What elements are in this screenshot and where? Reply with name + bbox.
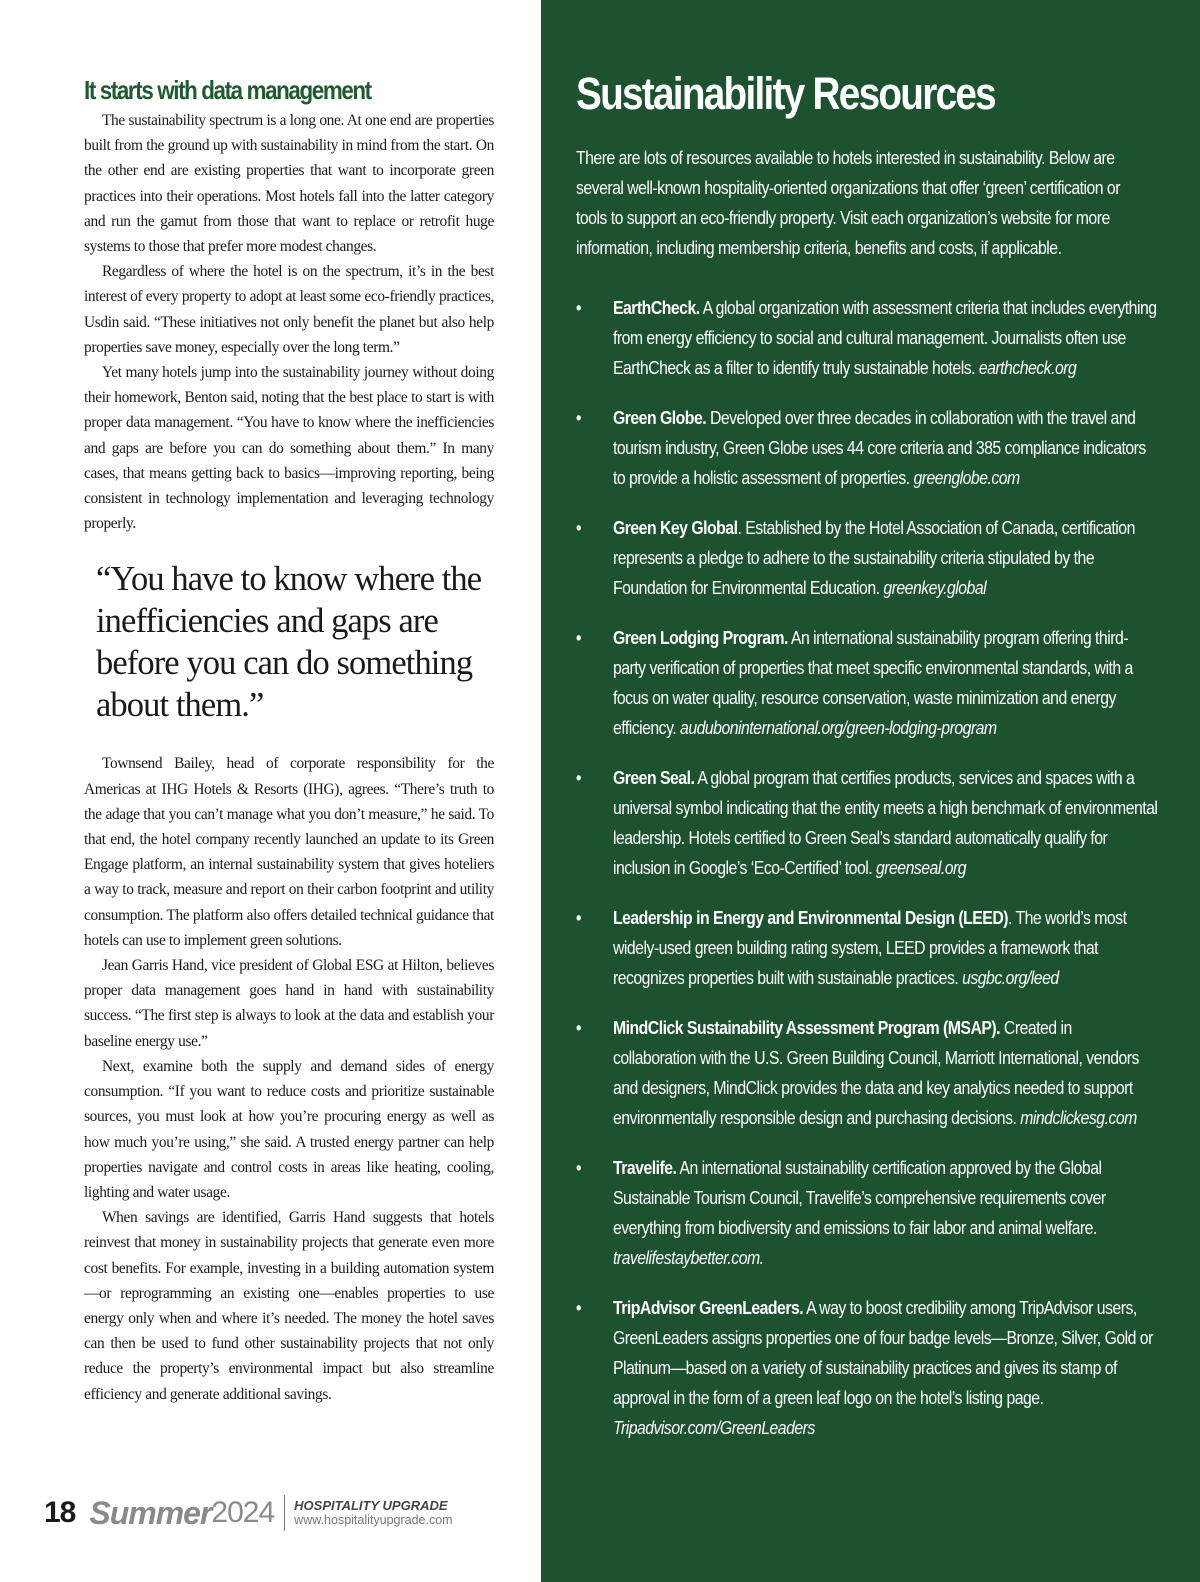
bullet-icon: • xyxy=(576,1158,581,1178)
resource-url[interactable]: greenglobe.com xyxy=(913,467,1020,488)
resource-url[interactable]: Tripadvisor.com/GreenLeaders xyxy=(612,1417,815,1438)
resource-name: Green Globe. xyxy=(612,407,707,428)
resource-item xyxy=(576,1293,1158,1443)
resource-item xyxy=(576,293,1158,383)
article-column xyxy=(84,74,494,1407)
magazine-name: HOSPITALITY UPGRADE xyxy=(294,1498,448,1513)
resource-description: A global program that certifies products, services and spaces with a universal symbol indicating that the entity meets a high benchmark of environmental leadership. Hotels certified to Green Seal’s standard automatically qualify for inclusion in Google’s ‘Eco-Certified’ tool. xyxy=(612,767,1158,878)
resource-name: Leadership in Energy and Environmental Design (LEED) xyxy=(612,907,1008,928)
magazine-website[interactable]: www.hospitalityupgrade.com xyxy=(294,1513,453,1527)
footer-divider xyxy=(284,1495,285,1531)
resource-item xyxy=(576,623,1158,743)
bullet-icon: • xyxy=(576,518,581,538)
body-paragraph: Yet many hotels jump into the sustainability journey without doing their homework, Benton said, noting that the best place to start is with proper data management. “You have to know where the inefficiencies and gaps are before you can do something about them.” In many cases, that means getting back to basics—improving reporting, being consistent in technology implementation and leveraging technology properly. xyxy=(84,364,494,533)
issue-year: 2024 xyxy=(211,1496,275,1529)
body-paragraph: Next, examine both the supply and demand sides of energy consumption. “If you want to reduce costs and prioritize sustainable sources, you must look at how you’re procuring energy as well as how much you’re using,” she said. A trusted energy partner can help properties navigate and control costs in areas like heating, cooling, lighting and water usage. xyxy=(84,1057,494,1201)
resource-description: An international sustainability certification approved by the Global Sustainable Tourism Council, Travelife’s comprehensive requirements cover everything from biodiversity and emissions to fair labor and animal welfare. xyxy=(612,1157,1106,1238)
body-paragraph: Regardless of where the hotel is on the spectrum, it’s in the best interest of every property to adopt at least some eco-friendly practices, Usdin said. “These initiatives not only benefit the planet but also help properties save money, especially over the long term.” xyxy=(84,263,494,356)
section-heading: It starts with data management xyxy=(84,75,371,105)
resource-description: . Established by the Hotel Association of Canada, certification represents a pledge to adhere to the sustainability criteria stipulated by the Foundation for Environmental Education. xyxy=(612,517,1135,598)
resource-description: Created in collaboration with the U.S. Green Building Council, Marriott International, vendors and designers, MindClick provides the data and key analytics needed to support environmentally responsible design and purchasing decisions. xyxy=(612,1017,1139,1128)
sidebar-title: Sustainability Resources xyxy=(576,68,995,119)
bullet-icon: • xyxy=(576,408,581,428)
resource-description: A global organization with assessment criteria that includes everything from energy efficiency to social and cultural management. Journalists often use EarthCheck as a filter to identify truly sustainable hotels. xyxy=(612,297,1157,378)
resource-item xyxy=(576,513,1158,603)
resource-name: Green Seal. xyxy=(612,767,695,788)
body-paragraph: When savings are identified, Garris Hand suggests that hotels reinvest that money in sustainability projects that generate even more cost benefits. For example, investing in a building automation system—or reprogramming an existing one—enables properties to use energy only when and where it’s needed. The money the hotel saves can then be used to fund other sustainability projects that not only reduce the property’s environmental impact but also streamline efficiency and generate additional savings. xyxy=(84,1209,494,1403)
bullet-icon: • xyxy=(576,908,581,928)
resource-name: Travelife. xyxy=(612,1157,677,1178)
resource-description: . The world’s most widely-used green building rating system, LEED provides a framework that recognizes properties built with sustainable practices. xyxy=(612,907,1127,988)
body-paragraph: Jean Garris Hand, vice president of Global ESG at Hilton, believes proper data management goes hand in hand with sustainability success. “The first step is always to look at the data and establish your baseline energy use.” xyxy=(84,957,494,1050)
bullet-icon: • xyxy=(576,768,581,788)
bullet-icon: • xyxy=(576,298,581,318)
bullet-icon: • xyxy=(576,1298,581,1318)
resource-description: A way to boost credibility among TripAdvisor users, GreenLeaders assigns properties one of four badge levels—Bronze, Silver, Gold or Platinum—based on a variety of sustainability practices and gives its stamp of approval in the form of a green leaf logo on the hotel’s listing page. xyxy=(612,1297,1153,1408)
resources-sidebar xyxy=(541,0,1200,1582)
page-footer xyxy=(44,1492,453,1534)
resource-item xyxy=(576,903,1158,993)
resource-url[interactable]: travelifestaybetter.com. xyxy=(612,1247,764,1268)
resource-name: Green Lodging Program. xyxy=(612,627,788,648)
issue-season: Summer xyxy=(89,1494,212,1531)
resource-name: Green Key Global xyxy=(612,517,738,538)
resource-url[interactable]: earthcheck.org xyxy=(978,357,1077,378)
resource-name: MindClick Sustainability Assessment Program (MSAP). xyxy=(612,1017,1001,1038)
body-paragraph: Townsend Bailey, head of corporate responsibility for the Americas at IHG Hotels & Resorts (IHG), agrees. “There’s truth to the adage that you can’t manage what you don’t measure,” he said. To that end, the hotel company recently launched an update to its Green Engage platform, an internal sustainability system that gives hoteliers a way to track, measure and report on their carbon footprint and utility consumption. The platform also offers detailed technical guidance that hotels can use to implement green solutions. xyxy=(84,755,494,949)
resource-description: An international sustainability program offering third-party verification of properties that meet specific environmental standards, with a focus on water quality, resource conservation, waste minimization and energy efficiency. xyxy=(612,627,1133,738)
resource-description: Developed over three decades in collaboration with the travel and tourism industry, Green Globe uses 44 core criteria and 385 compliance indicators to provide a holistic assessment of properties. xyxy=(612,407,1146,488)
resource-item xyxy=(576,403,1158,493)
resource-name: EarthCheck. xyxy=(612,297,700,318)
resource-item xyxy=(576,1153,1158,1273)
body-paragraph: The sustainability spectrum is a long one. At one end are properties built from the ground up with sustainability in mind from the start. On the other end are existing properties that want to incorporate green practices into their operations. Most hotels fall into the latter category and run the gamut from those that want to replace or retrofit huge systems to those that prefer more modest changes. xyxy=(84,112,494,256)
bullet-icon: • xyxy=(576,628,581,648)
article-body-top xyxy=(84,108,494,536)
resource-url[interactable]: greenseal.org xyxy=(875,857,967,878)
resource-url[interactable]: auduboninternational.org/green-lodging-program xyxy=(680,717,997,738)
resource-url[interactable]: usgbc.org/leed xyxy=(962,967,1059,988)
page-number: 18 xyxy=(44,1496,76,1529)
resource-url[interactable]: greenkey.global xyxy=(883,577,987,598)
footer-brand xyxy=(294,1498,452,1528)
resource-url[interactable]: mindclickesg.com xyxy=(1020,1107,1137,1128)
resource-list xyxy=(576,293,1158,1463)
bullet-icon: • xyxy=(576,1018,581,1038)
resource-item xyxy=(576,1013,1158,1133)
resource-name: TripAdvisor GreenLeaders. xyxy=(612,1297,804,1318)
article-body-bottom xyxy=(84,751,494,1406)
pull-quote: “You have to know where the inefficiencies and gaps are before you can do something about them.” xyxy=(96,560,482,725)
sidebar-intro: There are lots of resources available to hotels interested in sustainability. Below are several well-known hospitality-oriented organizations that offer ‘green’ certification or tools to support an eco-friendly property. Visit each organization’s website for more information, including membership criteria, benefits and costs, if applicable. xyxy=(576,147,1120,258)
resource-item xyxy=(576,763,1158,883)
